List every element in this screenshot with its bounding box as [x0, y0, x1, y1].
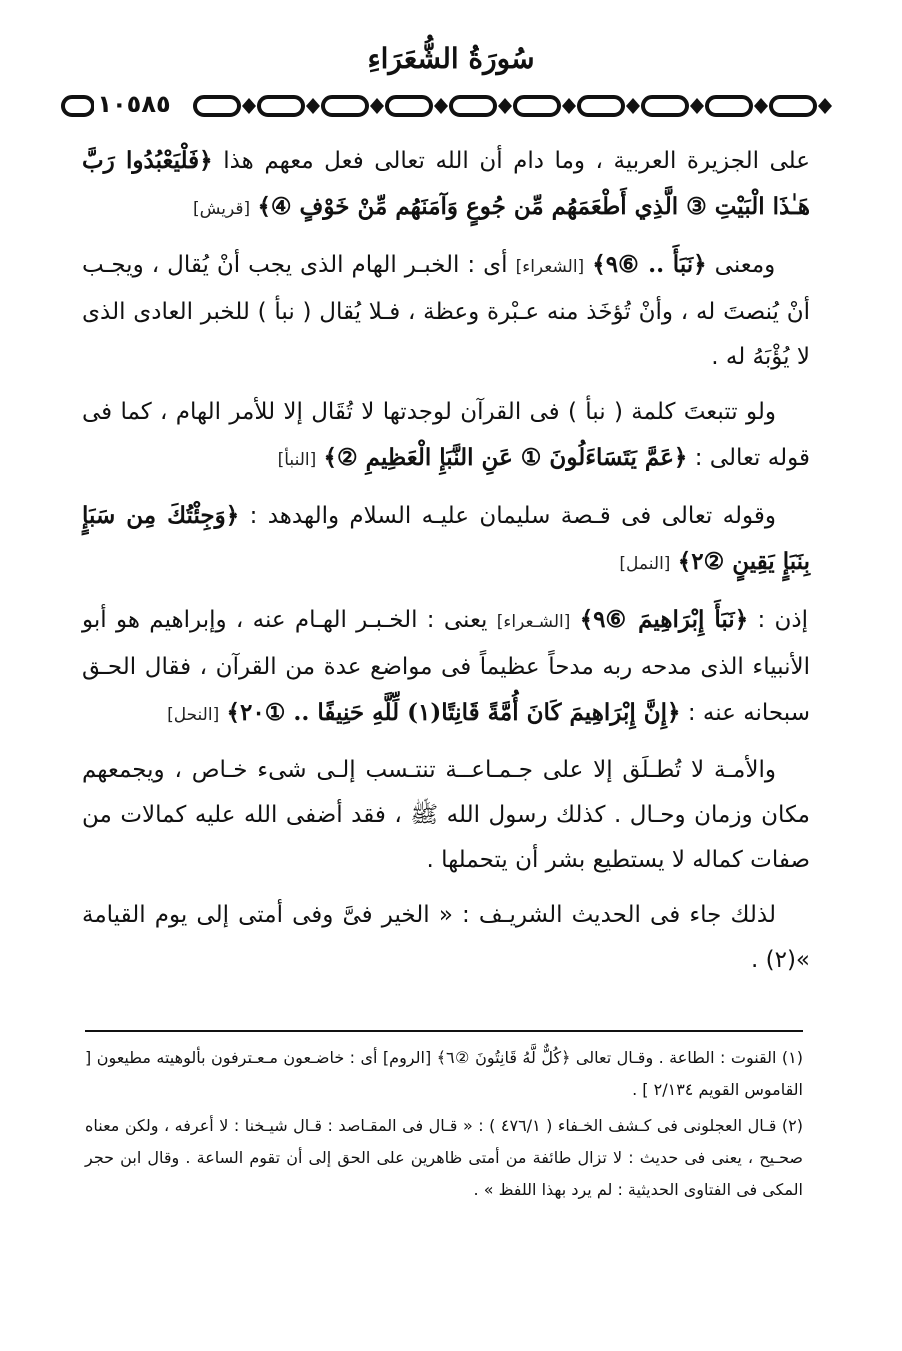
footnote-1: (١) القنوت : الطاعة . وقـال تعالى ﴿كُلٌّ لَّهُ قَانِتُونَ ②٦﴾ [الروم] أى : خاضـعون مـعـترفون بألوهيته مطيعون [ القاموس القويم ٢/١٣٤ ] .: [85, 1048, 804, 1099]
paragraph-text: على الجزيرة العربية ، وما دام أن الله تعالى فعل معهم هذا: [223, 148, 811, 174]
paragraph-7: [82, 893, 810, 983]
surah-reference: [النبأ]: [277, 450, 317, 470]
footnote-divider: [85, 1030, 803, 1032]
paragraph-3: [82, 390, 810, 483]
paragraph-text: إذن :: [757, 607, 809, 633]
footnotes: [85, 1042, 803, 1210]
quran-verse: ﴿فَلْيَعْبُدُوا رَبَّ هَـٰذَا الْبَيْتِ ③ الَّذِي أَطْعَمَهُم مِّن جُوعٍ وَآمَنَهُم مِّنْ خَوْفٍ ④﴾: [82, 147, 810, 220]
surah-reference: [النمل]: [619, 554, 671, 574]
quran-verse: ﴿إِنَّ إِبْرَاهِيمَ كَانَ أُمَّةً قَانِتًا(١) لِّلَّهِ حَنِيفًا .. ①٢٠﴾: [226, 699, 681, 726]
footnote-2: (٢) قـال العجلونى فى كـشف الخـفاء ( ٤٧٦/١ ) : « قـال فى المقـاصد : قـال شيـخنا : لا أعرفه ، ولكن معناه صحـيح ، يعنى فى حديث : لا تزال طائفة من أمتى ظاهرين على الحق إلى أن تقوم الساعة . وقال ابن حجر المكى فى الفتاوى الحديثية : لم يرد بهذا اللفظ » .: [85, 1116, 804, 1199]
quran-verse: ﴿عَمَّ يَتَسَاءَلُونَ ① عَنِ النَّبَإِ الْعَظِيمِ ②﴾: [323, 444, 688, 471]
paragraph-text: أى : الخبـر الهام الذى يجب أنْ يُقال ، ويجـب أنْ يُنصتَ له ، وأنْ تُؤخَذ منه عـبْرة وعظة ، فـلا يُقال ( نبأ ) للخبر العادى الذى لا يُؤْبَهُ له .: [82, 252, 810, 370]
quran-verse: ﴿نَبَأَ إِبْرَاهِيمَ ⑥٩﴾: [579, 606, 749, 633]
paragraph-6: [82, 748, 810, 883]
surah-reference: [الشـعراء]: [496, 612, 571, 632]
paragraph-4: [82, 493, 810, 587]
surah-reference: [الشعراء]: [515, 257, 585, 277]
paragraph-text: لذلك جاء فى الحديث الشريـف : « الخير فىَّ وفى أمتى إلى يوم القيامة »(٢) .: [82, 902, 810, 973]
paragraph-text: ومعنى: [714, 252, 776, 278]
paragraph-text: يعنى : الخـبـر الهـام عنه ، وإبراهيم هو أبو الأنبياء الذى مدحه ربه مدحاً عظيماً فى مواضع عدة من القرآن ، فقال الحـق سبحانه عنه :: [82, 607, 810, 726]
main-text: [82, 138, 810, 993]
paragraph-text: وقوله تعالى فى قـصة سليمان عليـه السلام والهدهد :: [249, 503, 777, 529]
quran-verse: ﴿وَجِئْتُكَ مِن سَبَإٍ بِنَبَإٍ يَقِينٍ ②٢﴾: [82, 502, 810, 575]
paragraph-text: ولو تتبعتَ كلمة ( نبأ ) فى القرآن لوجدتها لا تُقَال إلا للأمر الهام ، كما فى قوله تعالى :: [82, 399, 810, 471]
page-number: ١٠٥٨٥: [94, 88, 174, 120]
surah-reference: [النحل]: [167, 705, 220, 725]
paragraph-2: [82, 242, 810, 380]
surah-reference: [قريش]: [192, 199, 251, 219]
quran-verse: ﴿نَبَأَ .. ⑥٩﴾: [592, 251, 707, 278]
paragraph-5: [82, 597, 810, 738]
surah-title: سُورَةُ الشُّعَرَاءِ: [367, 42, 535, 75]
paragraph-text: والأمـة لا تُطـلَق إلا على جـمـاعــة تنتـسب إلـى شىء خـاص ، ويجمعهم مكان وزمان وحـال . كذلك رسول الله ﷺ ، فقد أضفى الله عليه كمالات من صفات كماله لا يستطيع بشر أن يتحملها .: [82, 757, 810, 873]
paragraph-1: [82, 138, 810, 232]
